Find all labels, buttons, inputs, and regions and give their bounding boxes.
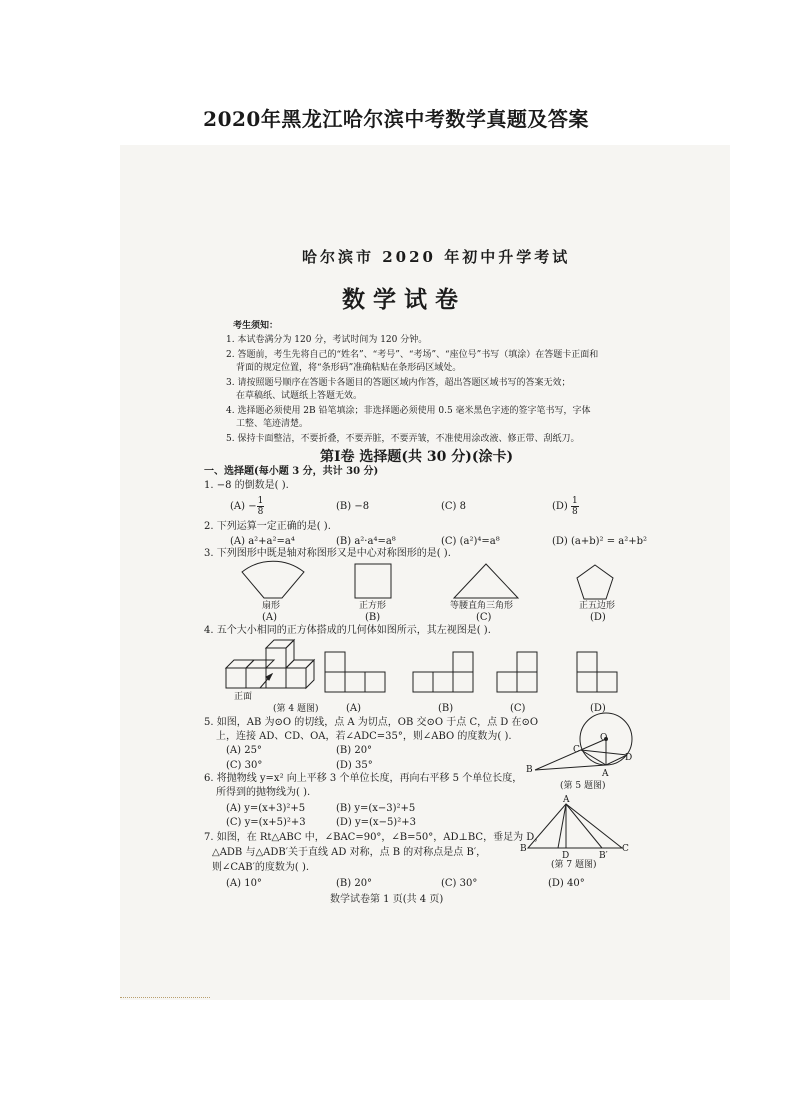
q2-option-d: (D) (a+b)² = a²+b² [552, 536, 648, 547]
q1-option-d-fraction: $\frac{1}{8}$ [572, 496, 578, 517]
q6-option-a: (A) y=(x+3)²+5 [226, 803, 306, 814]
q5-point-b: B [526, 765, 533, 775]
q7-figure-caption: (第 7 题图) [551, 860, 597, 870]
q3-stem: 3. 下列图形中既是轴对称图形又是中心对称图形的是( ). [204, 548, 451, 559]
q7-line3: 则∠CAB′的度数为( ). [212, 862, 310, 873]
notice-line: 3. 请按照题号顺序在答题卡各题目的答题区域内作答，超出答题区域书写的答案无效； [226, 378, 571, 388]
q4-figure-caption: (第 4 题图) [273, 704, 319, 714]
scan-edge-dots [120, 997, 210, 998]
q3-label-square: 正方形 [359, 601, 387, 611]
q1-option-a-fraction: $\frac{1}{8}$ [257, 496, 264, 517]
q5-option-b: (B) 20° [336, 745, 373, 756]
q4-option-c: (C) [510, 703, 526, 714]
q1-option-a [230, 496, 264, 518]
q3-label-triangle: 等腰直角三角形 [450, 601, 514, 611]
q7-line1: 7. 如图，在 Rt△ABC 中，∠BAC=90°，∠B=50°，AD⊥BC，垂足为 D， [204, 832, 545, 843]
q3-option-d: (D) [590, 612, 606, 623]
page-title: 2020年黑龙江哈尔滨中考数学真题及答案 [203, 107, 589, 131]
q4-stem: 4. 五个大小相同的正方体搭成的几何体如图所示，其左视图是( ). [204, 625, 491, 636]
q5-line2: 上，连接 AD、CD、OA，若∠ADC=35°，则∠ABO 的度数为( ). [216, 731, 512, 742]
q4-option-d: (D) [590, 703, 606, 714]
q3-shape-square [354, 563, 394, 603]
q7-option-d: (D) 40° [548, 878, 585, 889]
q5-figure-caption: (第 5 题图) [560, 781, 606, 791]
q4-option-d-view [576, 651, 626, 696]
q7-option-a: (A) 10° [226, 878, 262, 889]
q5-circle-figure [525, 722, 635, 782]
q1-stem: 1. −8 的倒数是( ). [204, 480, 289, 491]
q5-line1: 5. 如图，AB 为⊙O 的切线，点 A 为切点，OB 交⊙O 于点 C，点 D 在⊙O [204, 717, 539, 728]
notice-line: 工整、笔迹清楚。 [236, 419, 309, 429]
section-title: 第Ⅰ卷 选择题(共 30 分)(涂卡) [320, 449, 514, 465]
q6-option-d: (D) y=(x−5)²+3 [336, 817, 416, 828]
q5-option-d: (D) 35° [336, 760, 373, 771]
q7-option-b: (B) 20° [336, 878, 373, 889]
q6-option-b: (B) y=(x−3)²+5 [336, 803, 416, 814]
q7-point-a: A [563, 795, 570, 805]
q1-option-b: (B) −8 [336, 501, 370, 512]
q7-line2: △ADB 与△ADB′关于直线 AD 对称，点 B 的对称点是点 B′， [212, 847, 487, 858]
notice-line: 5. 保持卡面整洁，不要折叠，不要弄脏，不要弄皱，不准使用涂改液、修正带、刮纸刀。 [226, 434, 580, 444]
notice-line: 背面的规定位置，将“条形码”准确粘贴在条形码区域处。 [236, 363, 462, 373]
q1-option-a-prefix: (A) − [230, 501, 257, 512]
q5-point-o: O [600, 733, 608, 743]
page-footer: 数学试卷第 1 页(共 4 页) [330, 894, 444, 905]
q4-option-c-view [496, 651, 546, 696]
q1-option-d-prefix: (D) [552, 501, 571, 512]
q5-point-a: A [602, 769, 609, 779]
q4-option-b: (B) [438, 703, 454, 714]
q3-shape-regular-pentagon [576, 563, 616, 603]
q4-front-label: 正面 [234, 692, 253, 702]
q7-point-b-prime: B′ [599, 851, 608, 861]
part-heading: 一、选择题(每小题 3 分，共计 30 分) [204, 466, 379, 477]
exam-title: 哈尔滨市 2020 年初中升学考试 [302, 248, 571, 266]
q2-option-b: (B) a²·a⁴=a⁸ [336, 536, 396, 547]
notice-line: 2. 答题前，考生先将自己的“姓名”、“考号”、“考场”、“座位号”书写（填涂）在答题卡正面和 [226, 350, 599, 360]
q3-label-sector: 扇形 [262, 601, 281, 611]
q7-triangle-figure [520, 800, 630, 855]
q5-point-c: C [573, 745, 580, 755]
notice-line: 1. 本试卷满分为 120 分，考试时间为 120 分钟。 [226, 335, 428, 345]
q3-option-a: (A) [262, 612, 278, 623]
q4-option-a-view [324, 651, 394, 696]
q2-option-c: (C) (a²)⁴=a⁸ [441, 536, 500, 547]
q4-option-a: (A) [346, 703, 362, 714]
q5-option-c: (C) 30° [226, 760, 263, 771]
q4-option-b-view [412, 651, 482, 696]
q3-option-c: (C) [476, 612, 492, 623]
notice-heading: 考生须知： [233, 321, 279, 331]
q7-point-d: D [562, 851, 570, 861]
q1-option-d [552, 496, 579, 518]
q3-option-b: (B) [365, 612, 381, 623]
q6-option-c: (C) y=(x+5)²+3 [226, 817, 306, 828]
q5-option-a: (A) 25° [226, 745, 262, 756]
q7-point-c: C [622, 844, 629, 854]
q1-option-c: (C) 8 [441, 501, 466, 512]
q3-shape-sector [238, 560, 308, 600]
notice-line: 4. 选择题必须使用 2B 铅笔填涂；非选择题必须使用 0.5 毫米黑色字迹的签字笔书写，字体 [226, 406, 591, 416]
q3-label-pentagon: 正五边形 [579, 601, 616, 611]
q2-stem: 2. 下列运算一定正确的是( ). [204, 521, 331, 532]
q7-point-b: B [520, 844, 527, 854]
q7-option-c: (C) 30° [441, 878, 478, 889]
notice-line: 在草稿纸、试题纸上答题无效。 [236, 391, 363, 401]
q2-option-a: (A) a²+a²=a⁴ [230, 536, 295, 547]
exam-subtitle: 数学试卷 [342, 286, 466, 313]
q5-point-d: D [625, 753, 633, 763]
q6-line1: 6. 将抛物线 y=x² 向上平移 3 个单位长度，再向右平移 5 个单位长度， [204, 773, 523, 784]
q3-shape-isosceles-right-triangle [452, 562, 522, 602]
q6-line2: 所得到的抛物线为( ). [216, 787, 311, 798]
